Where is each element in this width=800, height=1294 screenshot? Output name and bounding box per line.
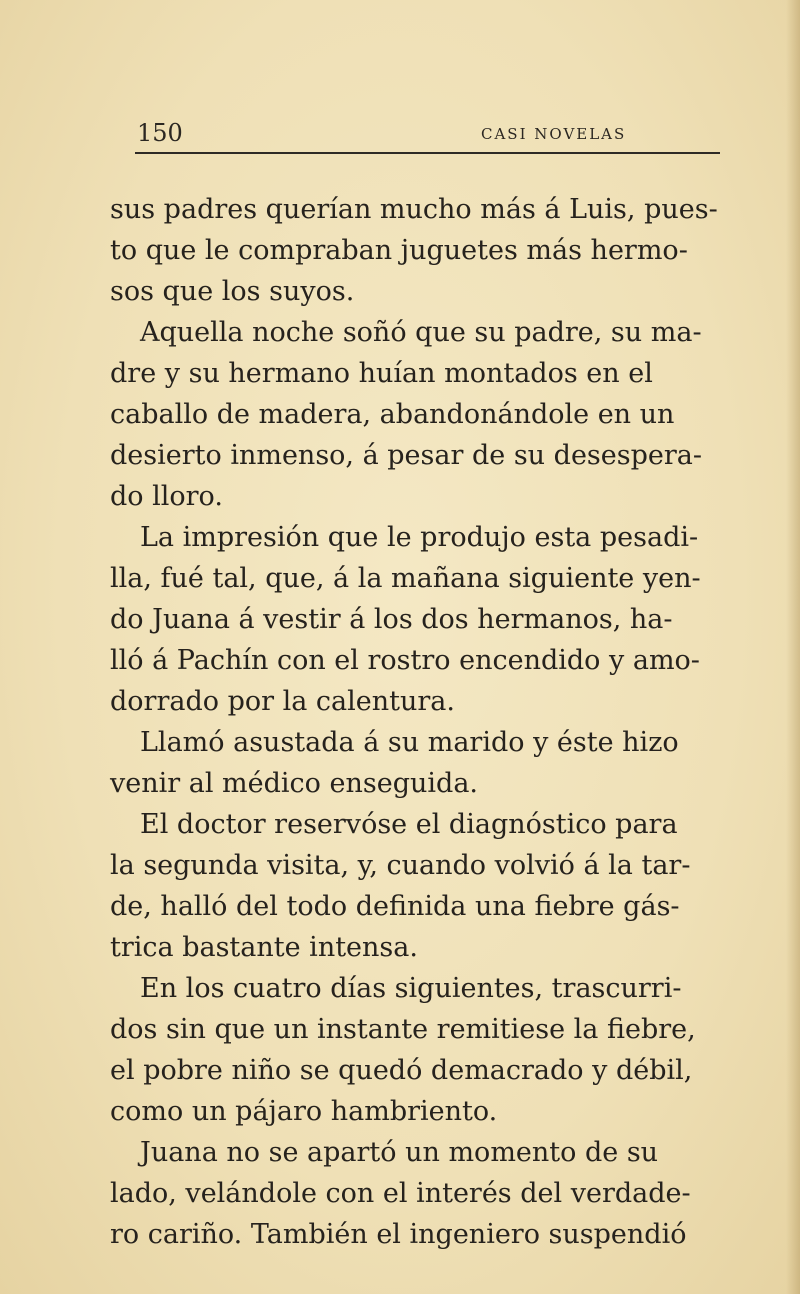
text-line: como un pájaro hambriento. xyxy=(110,1096,498,1127)
text-line: lla, fué tal, que, á la mañana siguiente yen- xyxy=(110,563,701,594)
text-line: El doctor reservóse el diagnóstico para xyxy=(140,809,678,840)
text-line: el pobre niño se quedó demacrado y débil, xyxy=(110,1055,693,1086)
text-line: sus padres querían mucho más á Luis, pues- xyxy=(110,194,718,225)
text-line: desierto inmenso, á pesar de su desespera- xyxy=(110,440,702,471)
text-line: to que le compraban juguetes más hermo- xyxy=(110,235,688,266)
text-line: la segunda visita, y, cuando volvió á la tar- xyxy=(110,850,691,881)
text-line: trica bastante intensa. xyxy=(110,932,418,963)
text-line: venir al médico enseguida. xyxy=(110,768,478,799)
text-line: de, halló del todo definida una fiebre gás- xyxy=(110,891,680,922)
text-line: dre y su hermano huían montados en el xyxy=(110,358,653,389)
page-number: 150 xyxy=(137,119,183,147)
text-line: do Juana á vestir á los dos hermanos, ha- xyxy=(110,604,673,635)
text-line: Aquella noche soñó que su padre, su ma- xyxy=(140,317,702,348)
text-line: dorrado por la calentura. xyxy=(110,686,455,717)
text-line: caballo de madera, abandonándole en un xyxy=(110,399,675,430)
text-line: dos sin que un instante remitiese la fiebre, xyxy=(110,1014,696,1045)
body-text xyxy=(110,189,730,1255)
running-title: CASI NOVELAS xyxy=(481,125,627,143)
text-line: La impresión que le produjo esta pesadi- xyxy=(140,522,699,553)
text-line: En los cuatro días siguientes, trascurri- xyxy=(140,973,682,1004)
text-line: lado, velándole con el interés del verdade- xyxy=(110,1178,691,1209)
text-line: lló á Pachín con el rostro encendido y amo- xyxy=(110,645,700,676)
text-line: Juana no se apartó un momento de su xyxy=(140,1137,659,1168)
page-edge-shadow xyxy=(786,0,800,1294)
text-line: sos que los suyos. xyxy=(110,276,355,307)
text-line: Llamó asustada á su marido y éste hizo xyxy=(140,727,679,758)
text-line: do lloro. xyxy=(110,481,223,512)
text-line: ro cariño. También el ingeniero suspendió xyxy=(110,1219,687,1250)
page-header xyxy=(135,116,720,154)
